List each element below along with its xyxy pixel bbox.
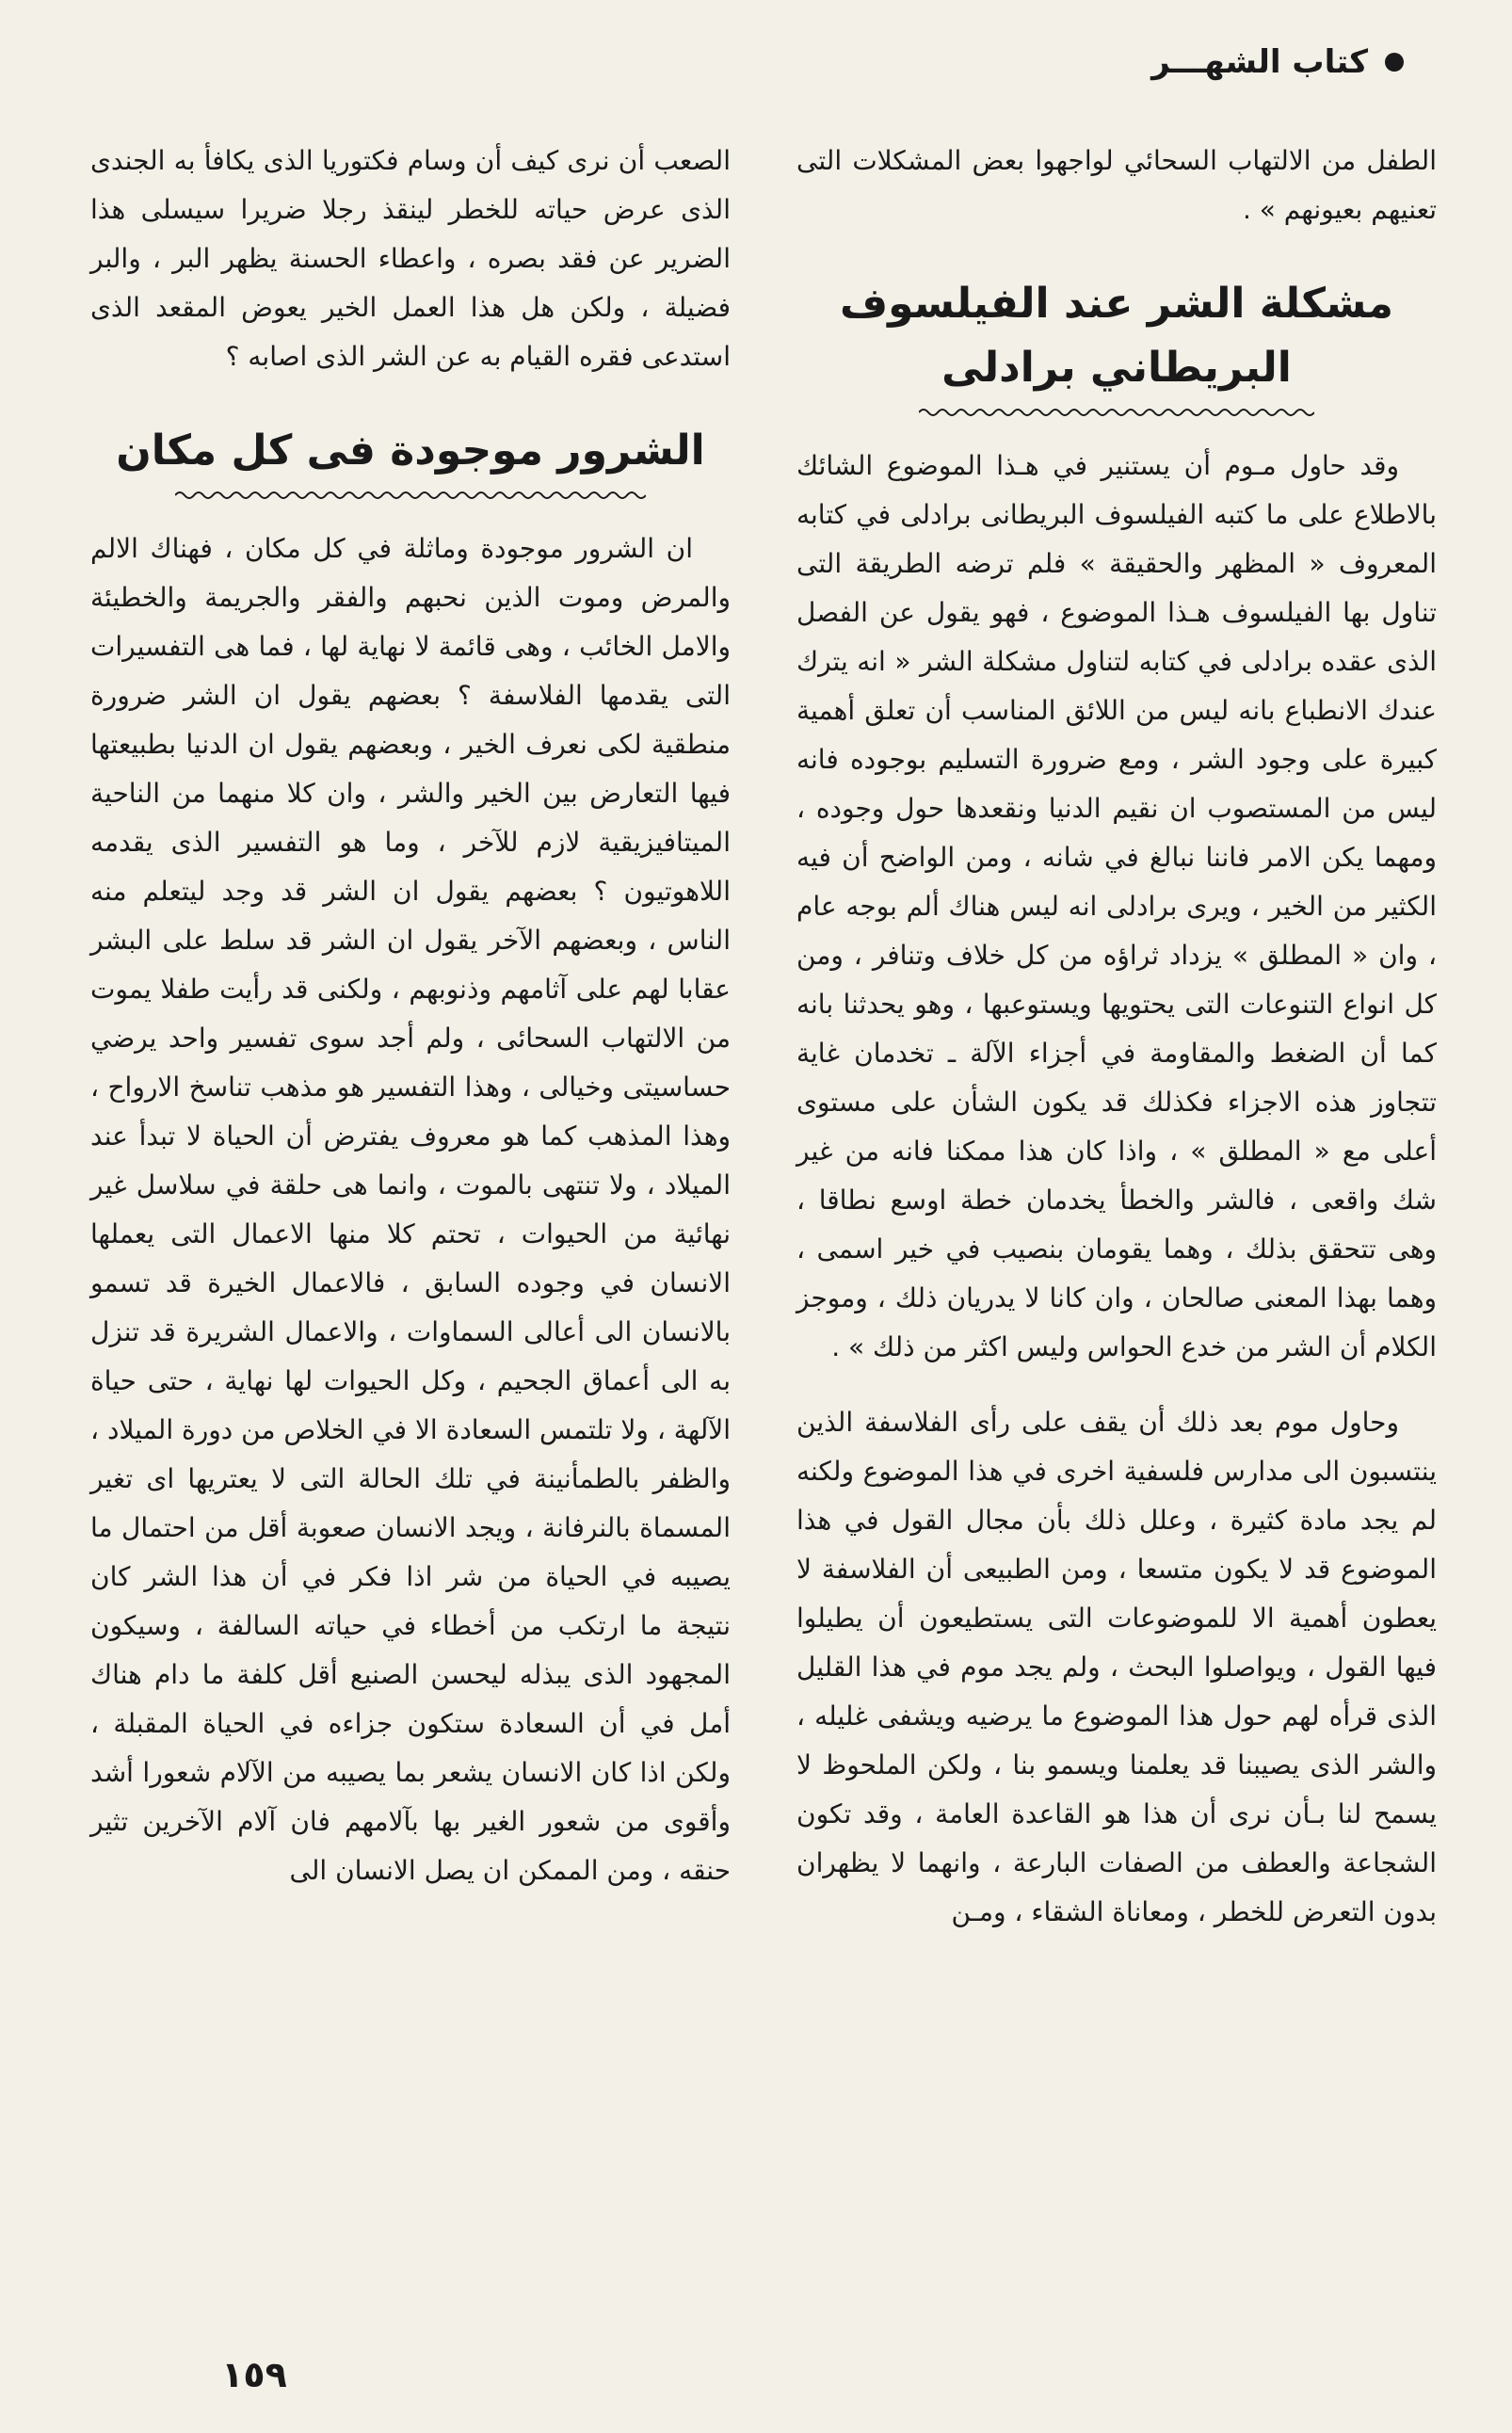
section-heading-line-2: البريطاني برادلى <box>941 344 1292 392</box>
section-heading-line-1: الشرور موجودة فى كل مكان <box>116 427 705 475</box>
paragraph: وقد حاول مـوم أن يستنير في هـذا الموضوع الشائك بالاطلاع على ما كتبه الفيلسوف البريطانى برادلى في كتابه المعروف « المظهر والحقيقة » فلم ترضه الطريقة التى تناول بها الفيلسوف هـذا الموضوع ، فهو يقول عن الفصل الذى عقده برادلى في كتابه لتناول مشكلة الشر « انه يترك عندك الانطباع بانه ليس من اللائق المناسب أن تعلق أهمية كبيرة على وجود الشر ، ومع ضرورة التسليم بوجوده فانه ليس من المستصوب ان نقيم الدنيا ونقعدها حول وجوده ، ومهما يكن الامر فاننا نبالغ في شانه ، ومن الواضح أن فيه الكثير من الخير ، ويرى برادلى انه ليس هناك ألم بوجه عام ، وان « المطلق » يزداد ثراؤه من كل خلاف وتنافر ، ومن كل انواع التنوعات التى يحتويها ويستوعبها ، وهو يحدثنا بانه كما أن الضغط والمقاومة في أجزاء الآلة ـ تخدمان غاية تتجاوز هذه الاجزاء فكذلك قد يكون الشأن على مستوى أعلى مع « المطلق » ، واذا كان هذا ممكنا فانه من غير شك واقعى ، فالشر والخطأ يخدمان خطة اوسع نطاقا ، وهى تتحقق بذلك ، وهما يقومان بنصيب في خير اسمى ، وهما بهذا المعنى صالحان ، وان كانا لا يدريان ذلك ، وموجز الكلام أن الشر من خدع الحواس وليس اكثر من ذلك » . <box>796 450 1437 1362</box>
section-heading <box>90 419 731 502</box>
paragraph: وحاول موم بعد ذلك أن يقف على رأى الفلاسفة الذين ينتسبون الى مدارس فلسفية اخرى في هذا الموضوع ولكنه لم يجد مادة كثيرة ، وعلل ذلك بأن مجال القول في هذا الموضوع قد لا يكون متسعا ، ومن الطبيعى أن الفلاسفة لا يعطون أهمية الا للموضوعات التى يستطيعون أن يطيلوا فيها القول ، ويواصلوا البحث ، ولم يجد موم في هذا القليل الذى قرأه لهم حول هذا الموضوع ما يرضيه ويشفى غليله ، والشر الذى يصيبنا قد يعلمنا ويسمو بنا ، ولكن الملحوظ لا يسمح لنا بـأن نرى أن هذا هو القاعدة العامة ، وقد تكون الشجاعة والعطف من الصفات البارعة ، وانهما لا يظهران بدون التعرض للخطر ، ومعاناة الشقاء ، ومـن <box>796 1407 1437 1927</box>
paragraph: الصعب أن نرى كيف أن وسام فكتوريا الذى يكافأ به الجندى الذى عرض حياته للخطر لينقذ رجلا ضريرا سيسلى هذا الضرير عن فقد بصره ، واعطاء الحسنة يظهر البر ، والبر فضيلة ، ولكن هل هذا العمل الخير يعوض المقعد الذى استدعى فقره القيام به عن الشر الذى اصابه ؟ <box>90 145 731 372</box>
bullet-icon <box>1385 53 1404 72</box>
wavy-divider-icon <box>919 406 1314 419</box>
section-heading <box>796 272 1437 419</box>
section-heading-line-1: مشكلة الشر عند الفيلسوف <box>839 280 1394 328</box>
paragraph: ان الشرور موجودة وماثلة في كل مكان ، فهناك الالم والمرض وموت الذين نحبهم والفقر والجريمة والخطيئة والامل الخائب ، وهى قائمة لا نهاية لها ، فما هى التفسيرات التى يقدمها الفلاسفة ؟ بعضهم يقول ان الشر ضرورة منطقية لكى نعرف الخير ، وبعضهم يقول ان الدنيا بطبيعتها فيها التعارض بين الخير والشر ، وان كلا منهما من الناحية الميتافيزيقية لازم للآخر ، وما هو التفسير الذى يقدمه اللاهوتيون ؟ بعضهم يقول ان الشر قد وجد ليتعلم منه الناس ، وبعضهم الآخر يقول ان الشر قد سلط على البشر عقابا لهم على آثامهم وذنوبهم ، ولكنى قد رأيت طفلا يموت من الالتهاب السحائى ، ولم أجد سوى تفسير واحد يرضي حساسيتى وخيالى ، وهذا التفسير هو مذهب تناسخ الارواح ، وهذا المذهب كما هو معروف يفترض أن الحياة لا تبدأ عند الميلاد ، ولا تنتهى بالموت ، وانما هى حلقة في سلاسل غير نهائية من الحيوات ، تحتم كلا منها الاعمال التى يعملها الانسان في وجوده السابق ، فالاعمال الخيرة قد تسمو بالانسان الى أعالى السماوات ، والاعمال الشريرة قد تنزل به الى أعماق الجحيم ، وكل الحيوات لها نهاية ، حتى حياة الآلهة ، ولا تلتمس السعادة الا في الخلاص من دورة الميلاد ، والظفر بالطمأنينة في تلك الحالة التى لا يعتريها اى تغير المسماة بالنرفانة ، ويجد الانسان صعوبة أقل من احتمال ما يصيبه في الحياة من شر اذا فكر في أن هذا الشر كان نتيجة ما ارتكب من أخطاء في حياته السالفة ، وسيكون المجهود الذى يبذله ليحسن الصنيع أقل كلفة ما دام هناك أمل في أن السعادة ستكون جزاءه في الحياة المقبلة ، ولكن اذا كان الانسان يشعر بما يصيبه من الآلام شعورا أشد وأقوى من شعور الغير بها بآلامهم فان آلام الآخرين تثير حنقه ، ومن الممكن ان يصل الانسان الى <box>90 533 731 1886</box>
right-column <box>796 137 1437 1937</box>
page-number: ١٥٩ <box>221 2354 287 2395</box>
left-column <box>90 137 731 1895</box>
running-title: كتاب الشهـــر <box>1151 43 1368 81</box>
wavy-divider-icon <box>175 489 646 502</box>
running-header <box>1151 43 1404 81</box>
paragraph: الطفل من الالتهاب السحائي لواجهوا بعض المشكلات التى تعنيهم بعيونهم » . <box>796 145 1437 225</box>
